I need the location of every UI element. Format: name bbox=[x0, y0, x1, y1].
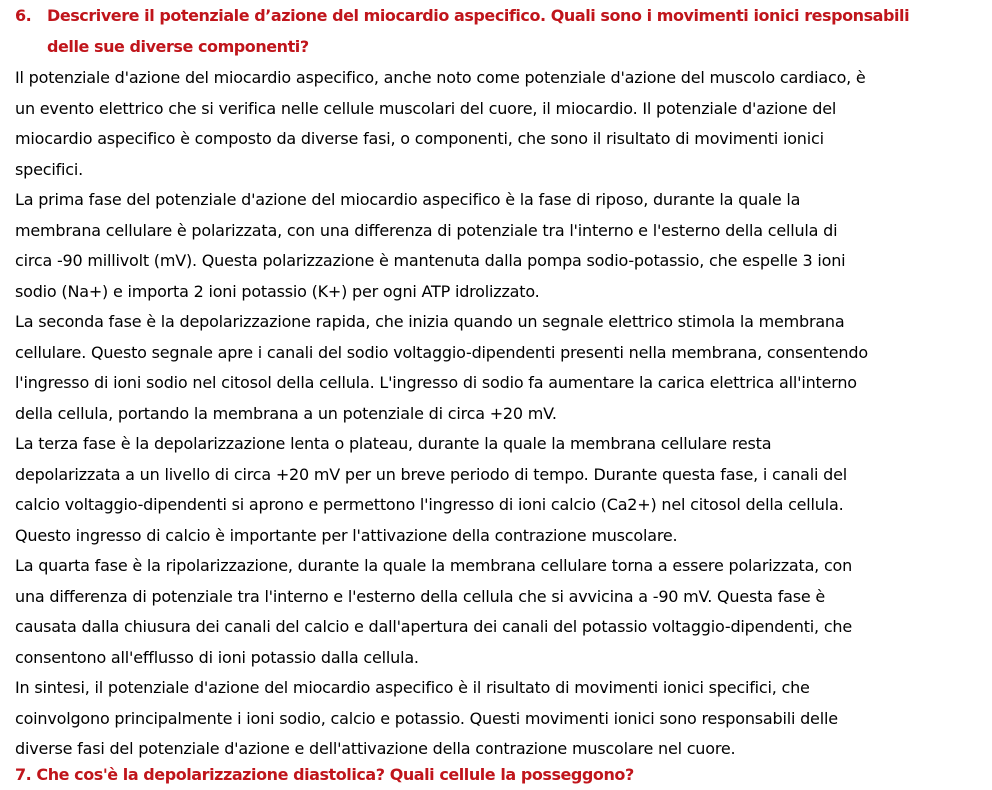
paragraph-line: La prima fase del potenziale d'azione del miocardio aspecifico è la fase di riposo, durante la quale la bbox=[15, 190, 801, 209]
paragraph-line: della cellula, portando la membrana a un potenziale di circa +20 mV. bbox=[15, 403, 557, 423]
paragraph-line: un evento elettrico che si verifica nelle cellule muscolari del cuore, il miocardio. Il potenziale d'azione del bbox=[15, 98, 837, 118]
paragraph-intro bbox=[15, 63, 983, 185]
paragraph-line: una differenza di potenziale tra l'interno e l'esterno della cellula che si avvicina a -90 mV. Questa fase è bbox=[15, 586, 826, 606]
paragraph-line: depolarizzata a un livello di circa +20 mV per un breve periodo di tempo. Durante questa fase, i canali del bbox=[15, 464, 847, 484]
paragraph-line: causata dalla chiusura dei canali del calcio e dall'apertura dei canali del potassio voltaggio-dipendenti, che bbox=[15, 617, 853, 636]
paragraph-line: Questo ingresso di calcio è importante per l'attivazione della contrazione muscolare. bbox=[15, 525, 678, 545]
paragraph-line: diverse fasi del potenziale d'azione e dell'attivazione della contrazione muscolare nel cuore. bbox=[15, 739, 736, 758]
paragraph-line: Il potenziale d'azione del miocardio aspecifico, anche noto come potenziale d'azione del muscolo cardiaco, è bbox=[15, 68, 866, 87]
paragraph-plateau-phase bbox=[15, 429, 983, 551]
paragraph-line: In sintesi, il potenziale d'azione del miocardio aspecifico è il risultato di movimenti ionici specifici, che bbox=[15, 678, 810, 697]
paragraph-resting-phase bbox=[15, 185, 983, 307]
question-number: 6. bbox=[15, 6, 32, 25]
paragraph-repolarization bbox=[15, 551, 983, 673]
paragraph-line: cellulare. Questo segnale apre i canali del sodio voltaggio-dipendenti presenti nella membrana, consentendo bbox=[15, 342, 868, 362]
question-heading bbox=[15, 0, 975, 62]
paragraph-line: sodio (Na+) e importa 2 ioni potassio (K+) per ogni ATP idrolizzato. bbox=[15, 281, 540, 301]
paragraph-line: consentono all'efflusso di ioni potassio dalla cellula. bbox=[15, 647, 419, 667]
paragraph-line: circa -90 millivolt (mV). Questa polarizzazione è mantenuta dalla pompa sodio-potassio, che espelle 3 ioni bbox=[15, 251, 846, 270]
paragraph-rapid-depolarization bbox=[15, 307, 983, 429]
question-line-1 bbox=[15, 0, 909, 31]
paragraph-line: membrana cellulare è polarizzata, con una differenza di potenziale tra l'interno e l'esterno della cellula di bbox=[15, 220, 838, 240]
next-question-heading: 7. Che cos'è la depolarizzazione diastolica? Quali cellule la posseggono? bbox=[15, 765, 634, 784]
paragraph-line: La seconda fase è la depolarizzazione rapida, che inizia quando un segnale elettrico stimola la membrana bbox=[15, 312, 845, 331]
paragraph-line: miocardio aspecifico è composto da diverse fasi, o componenti, che sono il risultato di movimenti ionici bbox=[15, 129, 824, 148]
question-text-line-2: delle sue diverse componenti? bbox=[47, 37, 309, 56]
paragraph-line: coinvolgono principalmente i ioni sodio, calcio e potassio. Questi movimenti ionici sono responsabili delle bbox=[15, 708, 838, 728]
paragraph-summary bbox=[15, 673, 983, 765]
paragraph-line: specifici. bbox=[15, 159, 83, 179]
paragraph-line: La quarta fase è la ripolarizzazione, durante la quale la membrana cellulare torna a essere polarizzata, con bbox=[15, 556, 853, 575]
paragraph-line: La terza fase è la depolarizzazione lenta o plateau, durante la quale la membrana cellulare resta bbox=[15, 434, 772, 453]
paragraph-line: l'ingresso di ioni sodio nel citosol della cellula. L'ingresso di sodio fa aumentare la carica elettrica all'interno bbox=[15, 373, 857, 392]
paragraph-line: calcio voltaggio-dipendenti si aprono e permettono l'ingresso di ioni calcio (Ca2+) nel citosol della cellula. bbox=[15, 495, 844, 514]
question-text-line-1: Descrivere il potenziale d’azione del miocardio aspecifico. Quali sono i movimenti ionici responsabili bbox=[47, 6, 910, 25]
